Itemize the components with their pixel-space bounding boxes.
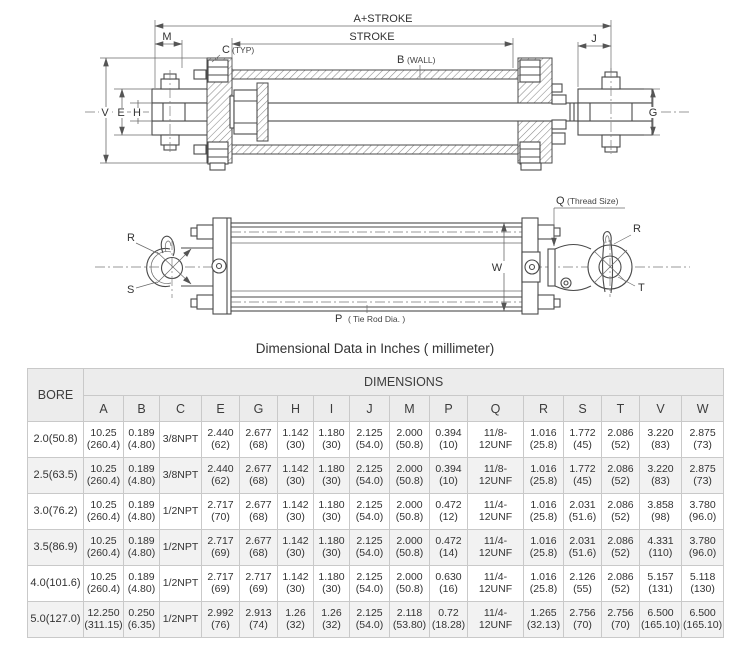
dimension-table [27, 368, 724, 638]
dim-label-t: T [638, 282, 645, 294]
rod-clevis [578, 68, 652, 154]
barrel-plan [231, 223, 522, 311]
dim-cell: 2.875 (73) [682, 422, 724, 458]
dim-cell: 2.125 (54.0) [350, 566, 390, 602]
dim-label-j: J [591, 33, 597, 45]
table-row [28, 602, 724, 638]
dim-cell: 2.677 (68) [240, 422, 278, 458]
dim-label-m: M [162, 31, 172, 43]
dim-label-g: G [648, 107, 658, 119]
column-header-W: W [682, 396, 724, 422]
table-body [28, 422, 724, 638]
dim-cell: 2.717 (69) [240, 566, 278, 602]
dim-cell: 2.756 (70) [602, 602, 640, 638]
dim-cell: 2.717 (69) [202, 566, 240, 602]
cap-end-clevis [152, 70, 208, 154]
dim-cell: 2.086 (52) [602, 422, 640, 458]
rear-flange [191, 218, 231, 314]
bore-cell: 4.0(101.6) [28, 566, 84, 602]
piston-assembly [230, 83, 268, 141]
dim-cell: 1.180 (30) [314, 458, 350, 494]
dim-cell: 1.016 (25.8) [524, 566, 564, 602]
dim-cell: 2.031 (51.6) [564, 494, 602, 530]
dim-cell: 10.25 (260.4) [84, 566, 124, 602]
gland-nut [552, 133, 565, 144]
dim-cell: 11/4-12UNF [468, 494, 524, 530]
column-header-B: B [124, 396, 160, 422]
dim-cell: 1.265 (32.13) [524, 602, 564, 638]
dim-cell: 11/4-12UNF [468, 602, 524, 638]
dim-cell: 2.086 (52) [602, 566, 640, 602]
dim-label-r-right: R [633, 223, 641, 235]
dim-cell: 0.189 (4.80) [124, 422, 160, 458]
dim-cell: 11/8-12UNF [468, 458, 524, 494]
dim-cell: 5.157 (131) [640, 566, 682, 602]
dim-cell: 2.677 (68) [240, 494, 278, 530]
table-row [28, 530, 724, 566]
column-header-C: C [160, 396, 202, 422]
dim-cell: 0.630 (16) [430, 566, 468, 602]
page-title: Dimensional Data in Inches ( millimeter) [255, 341, 495, 356]
dimension-table-wrap [27, 368, 723, 638]
column-header-J: J [350, 396, 390, 422]
dim-cell: 11/8-12UNF [468, 422, 524, 458]
dim-cell: 1.26 (32) [278, 602, 314, 638]
dim-cell: 2.086 (52) [602, 494, 640, 530]
dim-cell: 3.220 (83) [640, 422, 682, 458]
column-header-H: H [278, 396, 314, 422]
dim-cell: 1/2NPT [160, 494, 202, 530]
dim-cell: 1.772 (45) [564, 458, 602, 494]
column-header-E: E [202, 396, 240, 422]
pivot-lug [212, 259, 226, 273]
dim-cell: 1.142 (30) [278, 422, 314, 458]
dim-cell: 1.016 (25.8) [524, 422, 564, 458]
dim-label-b: B [397, 54, 405, 66]
dim-cell: 5.118 (130) [682, 566, 724, 602]
dim-label-c: C [222, 44, 230, 56]
dim-cell: 3.220 (83) [640, 458, 682, 494]
dim-cell: 2.440 (62) [202, 458, 240, 494]
dim-cell: 1.142 (30) [278, 458, 314, 494]
table-row [28, 458, 724, 494]
dim-cell: 1/2NPT [160, 566, 202, 602]
dim-cell: 2.000 (50.8) [390, 422, 430, 458]
piston-nut [234, 90, 257, 134]
tie-rod-nut [208, 60, 228, 82]
column-header-I: I [314, 396, 350, 422]
column-header-S: S [564, 396, 602, 422]
dim-cell: 1.26 (32) [314, 602, 350, 638]
dim-cell: 2.125 (54.0) [350, 422, 390, 458]
dim-cell: 2.717 (70) [202, 494, 240, 530]
dim-cell: 2.086 (52) [602, 530, 640, 566]
column-header-P: P [430, 396, 468, 422]
bore-cell: 3.5(86.9) [28, 530, 84, 566]
dim-cell: 0.72 (18.28) [430, 602, 468, 638]
tie-rod-nut [538, 225, 554, 239]
dim-m [155, 31, 182, 68]
dim-cell: 0.189 (4.80) [124, 530, 160, 566]
dim-label-v: V [101, 107, 109, 119]
column-header-T: T [602, 396, 640, 422]
gland-retainer [552, 95, 566, 104]
tie-rod-nut [197, 295, 213, 309]
dim-label-stroke: STROKE [349, 31, 395, 43]
dim-r-right [614, 223, 641, 244]
dim-cell: 0.394 (10) [430, 422, 468, 458]
dim-cell: 10.25 (260.4) [84, 530, 124, 566]
pivot-lug [525, 260, 539, 274]
column-header-V: V [640, 396, 682, 422]
dim-label-p: P [335, 313, 343, 325]
dim-cell: 6.500 (165.10) [682, 602, 724, 638]
dim-s [127, 282, 157, 296]
dim-cell: 0.472 (14) [430, 530, 468, 566]
dim-label-s: S [127, 284, 135, 296]
dim-label-c-note: (TYP) [232, 45, 255, 55]
bore-header: BORE [28, 369, 84, 422]
bore-cell: 3.0(76.2) [28, 494, 84, 530]
dim-cell: 2.000 (50.8) [390, 458, 430, 494]
dim-label-a-stroke: A+STROKE [353, 13, 413, 25]
dim-cell: 2.118 (53.80) [390, 602, 430, 638]
column-header-row [28, 396, 724, 422]
dim-cell: 2.000 (50.8) [390, 566, 430, 602]
dim-cell: 2.000 (50.8) [390, 530, 430, 566]
top-view-diagram [95, 195, 690, 325]
bore-cell: 2.5(63.5) [28, 458, 84, 494]
dim-cell: 1.180 (30) [314, 422, 350, 458]
barrel-wall-top [232, 70, 518, 79]
dim-label-b-note: (WALL) [407, 55, 436, 65]
dim-cell: 2.125 (54.0) [350, 494, 390, 530]
dim-cell: 1.180 (30) [314, 566, 350, 602]
tie-rod-nut [520, 142, 540, 164]
dim-label-h: H [133, 107, 141, 119]
dim-cell: 3.858 (98) [640, 494, 682, 530]
dim-label-q-note: (Thread Size) [567, 196, 619, 206]
dim-cell: 1/2NPT [160, 530, 202, 566]
dim-label-e: E [117, 107, 125, 119]
dim-cell: 1.142 (30) [278, 494, 314, 530]
tie-rod-nut [208, 142, 228, 164]
table-row [28, 494, 724, 530]
dim-label-q: Q [556, 195, 565, 207]
dimensions-header: DIMENSIONS [84, 369, 724, 396]
dim-cell: 1.142 (30) [278, 530, 314, 566]
dim-cell: 10.25 (260.4) [84, 458, 124, 494]
column-header-A: A [84, 396, 124, 422]
dim-cell: 2.125 (54.0) [350, 458, 390, 494]
dim-cell: 2.717 (69) [202, 530, 240, 566]
dim-cell: 0.189 (4.80) [124, 566, 160, 602]
dim-cell: 2.440 (62) [202, 422, 240, 458]
dim-cell: 1.016 (25.8) [524, 458, 564, 494]
dim-cell: 3/8NPT [160, 458, 202, 494]
bore-cell: 2.0(50.8) [28, 422, 84, 458]
dim-cell: 2.992 (76) [202, 602, 240, 638]
dim-cell: 1.016 (25.8) [524, 530, 564, 566]
dim-cell: 1.142 (30) [278, 566, 314, 602]
dim-r-left [127, 232, 159, 254]
dim-label-w: W [491, 262, 503, 274]
dim-label-p-note: ( Tie Rod Dia. ) [348, 314, 406, 324]
column-header-R: R [524, 396, 564, 422]
bore-cell: 5.0(127.0) [28, 602, 84, 638]
dim-cell: 0.472 (12) [430, 494, 468, 530]
dim-cell: 2.756 (70) [564, 602, 602, 638]
dim-cell: 1/2NPT [160, 602, 202, 638]
table-row [28, 422, 724, 458]
dim-cell: 10.25 (260.4) [84, 494, 124, 530]
dim-cell: 0.250 (6.35) [124, 602, 160, 638]
column-header-Q: Q [468, 396, 524, 422]
column-header-M: M [390, 396, 430, 422]
dim-cell: 2.031 (51.6) [564, 530, 602, 566]
dim-cell: 1.016 (25.8) [524, 494, 564, 530]
dim-cell: 6.500 (165.10) [640, 602, 682, 638]
dim-cell: 2.126 (55) [564, 566, 602, 602]
dim-cell: 2.000 (50.8) [390, 494, 430, 530]
piston [257, 83, 268, 141]
grease-fitting [561, 278, 571, 288]
dim-cell: 0.189 (4.80) [124, 458, 160, 494]
column-header-G: G [240, 396, 278, 422]
dim-cell: 1.772 (45) [564, 422, 602, 458]
tie-rod-nut [520, 60, 540, 82]
dim-stroke [232, 31, 513, 68]
dim-cell: 3.780 (96.0) [682, 530, 724, 566]
dim-cell: 2.677 (68) [240, 530, 278, 566]
dim-cell: 2.913 (74) [240, 602, 278, 638]
dim-cell: 11/4-12UNF [468, 530, 524, 566]
dim-cell: 1.180 (30) [314, 530, 350, 566]
dim-label-r-left: R [127, 232, 135, 244]
rear-head-cap [207, 58, 232, 170]
table-row [28, 566, 724, 602]
dim-cell: 2.125 (54.0) [350, 602, 390, 638]
dim-cell: 2.086 (52) [602, 458, 640, 494]
dim-cell: 10.25 (260.4) [84, 422, 124, 458]
dim-cell: 0.189 (4.80) [124, 494, 160, 530]
dim-cell: 11/4-12UNF [468, 566, 524, 602]
dim-cell: 2.677 (68) [240, 458, 278, 494]
dim-cell: 2.875 (73) [682, 458, 724, 494]
dim-cell: 1.180 (30) [314, 494, 350, 530]
dim-cell: 3.780 (96.0) [682, 494, 724, 530]
dim-cell: 4.331 (110) [640, 530, 682, 566]
retainer-clip [161, 236, 174, 256]
dim-cell: 3/8NPT [160, 422, 202, 458]
barrel-wall-bottom [232, 145, 518, 154]
tie-rod-nut [197, 225, 213, 239]
dim-cell: 12.250 (311.15) [84, 602, 124, 638]
tie-rod-nut [538, 295, 554, 309]
dim-q [554, 195, 625, 246]
dim-cell: 2.125 (54.0) [350, 530, 390, 566]
dim-cell: 0.394 (10) [430, 458, 468, 494]
side-view-diagram [85, 13, 690, 170]
